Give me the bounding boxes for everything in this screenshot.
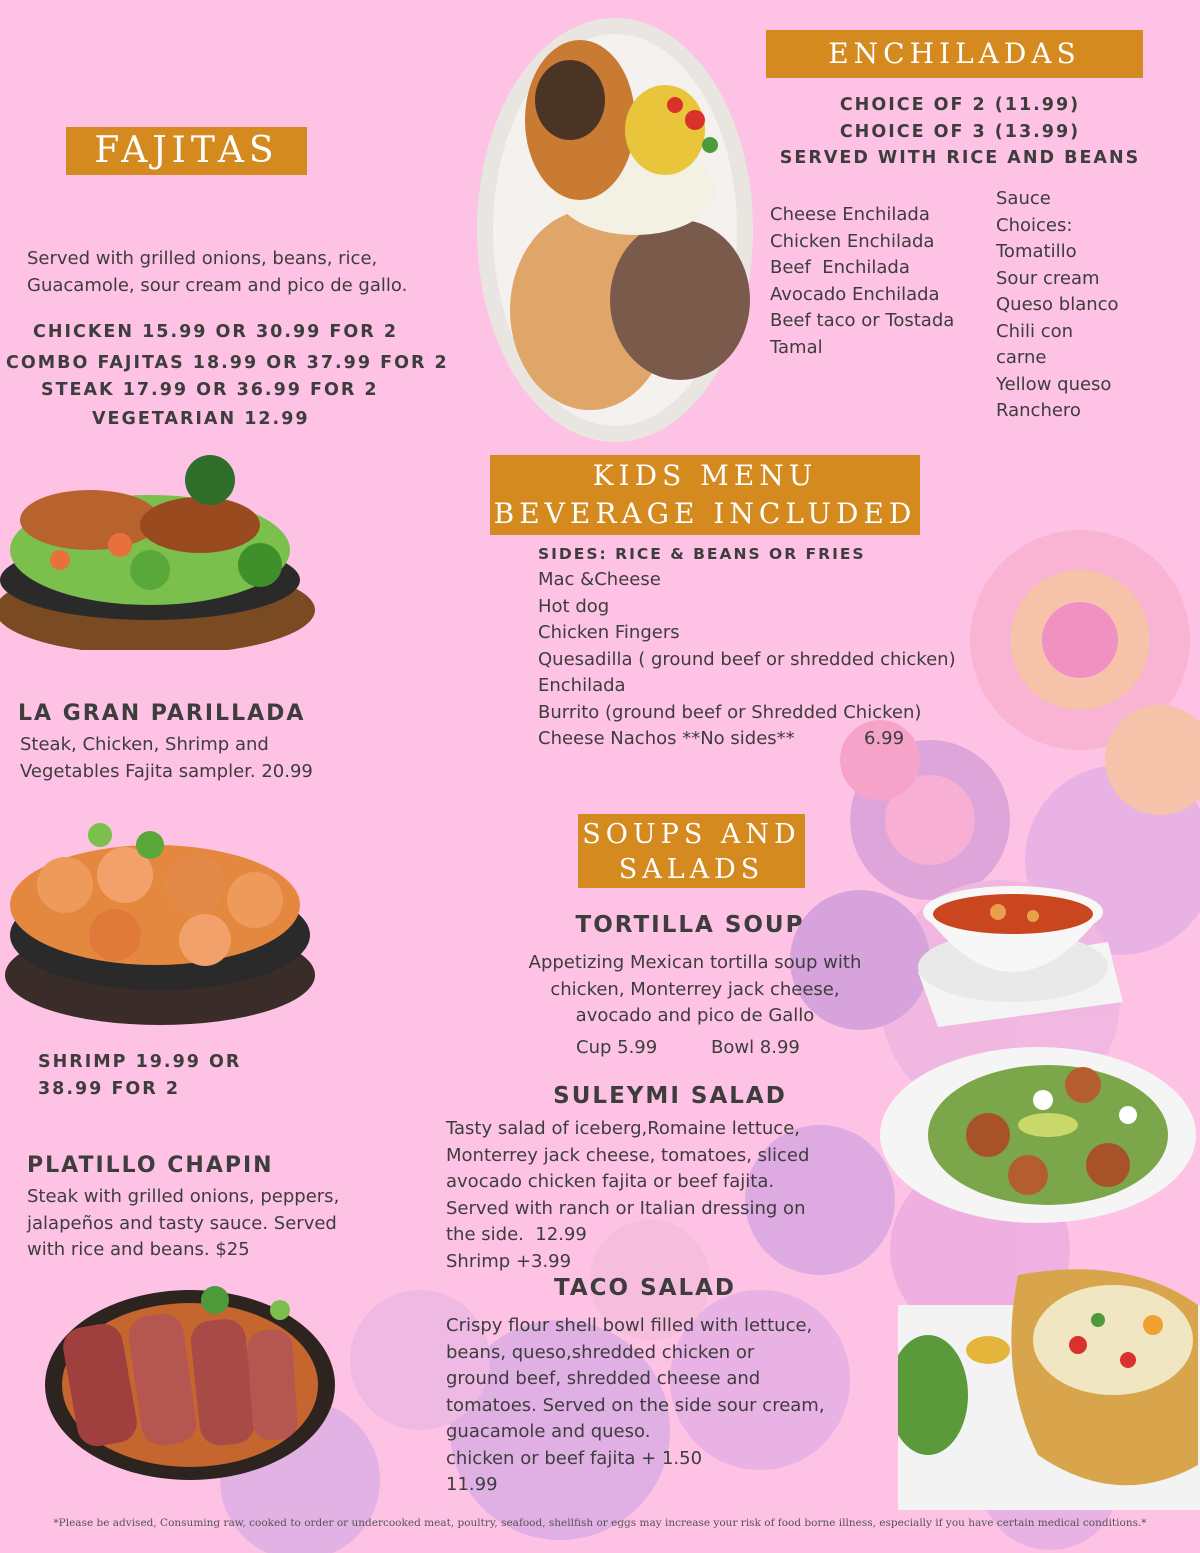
fajitas-price-chicken: CHICKEN 15.99 OR 30.99 FOR 2 [33, 322, 399, 342]
enchilada-plate-photo [470, 10, 770, 445]
enchilada-item: Tamal [770, 336, 823, 358]
enchilada-item: Cheese Enchilada [770, 204, 930, 225]
parillada-title: LA GRAN PARILLADA [18, 701, 306, 726]
sauce-item: Sauce [996, 188, 1051, 209]
sauce-item: carne [996, 347, 1047, 368]
soups-salads-title: SALADS [618, 854, 765, 885]
sauce-item: Queso blanco [996, 294, 1119, 315]
taco-salad-desc-line: Crispy flour shell bowl filled with lettuce, [446, 1315, 813, 1336]
kids-item: Enchilada [538, 675, 626, 696]
kids-nachos: Cheese Nachos **No sides** [538, 728, 795, 749]
chapin-desc-line: Steak with grilled onions, peppers, [27, 1186, 340, 1207]
taco-salad-description [446, 1313, 876, 1499]
shrimp-price [38, 1049, 241, 1103]
fajitas-intro-line: Guacamole, sour cream and pico de gallo. [27, 274, 408, 296]
enchiladas-choices [770, 92, 1150, 172]
kids-menu-title: KIDS MENU [592, 459, 818, 492]
suleymi-desc-line: avocado chicken fajita or beef fajita. [446, 1171, 775, 1192]
chapin-description [27, 1184, 407, 1264]
fajitas-banner [66, 127, 307, 175]
tortilla-soup-desc-line: chicken, Monterrey jack cheese, [550, 978, 840, 1000]
suleymi-salad-photo [878, 1045, 1200, 1225]
food-safety-disclaimer: *Please be advised, Consuming raw, cooked to order or undercooked meat, poultry, seafood, shellfish or eggs may increase your risk of food borne illness, especially if you have certain medical conditions.* [53, 1517, 1147, 1529]
taco-salad-desc-line: chicken or beef fajita + 1.50 [446, 1447, 703, 1469]
enchilada-item: Chicken Enchilada [770, 230, 935, 252]
tortilla-soup-desc-line: Appetizing Mexican tortilla soup with [528, 952, 862, 973]
tortilla-soup-title: TORTILLA SOUP [575, 912, 805, 938]
tortilla-soup-desc-line: avocado and pico de Gallo [575, 1005, 815, 1026]
kids-item: Quesadilla ( ground beef or shredded chicken) [538, 648, 956, 670]
tortilla-soup-photo [908, 872, 1128, 1032]
kids-sides: SIDES: RICE & BEANS OR FRIES [538, 545, 866, 563]
chapin-desc-line: jalapeños and tasty sauce. Served [27, 1212, 337, 1234]
soups-salads-title: SOUPS AND [582, 819, 801, 850]
chapin-title: PLATILLO CHAPIN [27, 1153, 274, 1178]
fajitas-title: FAJITAS [94, 130, 279, 171]
soups-salads-banner [578, 814, 805, 888]
sauce-item: Sour cream [996, 267, 1100, 289]
taco-salad-desc-line: ground beef, shredded cheese and [446, 1368, 761, 1389]
sauce-item: Chili con [996, 320, 1074, 342]
steak-photo [40, 1275, 340, 1485]
enchilada-item: Avocado Enchilada [770, 283, 940, 305]
suleymi-salad-title: SULEYMI SALAD [553, 1083, 787, 1109]
fajitas-price-vegetarian: VEGETARIAN 12.99 [92, 409, 310, 429]
suleymi-desc-line: the side. 12.99 [446, 1224, 587, 1245]
suleymi-desc-line: Tasty salad of iceberg,Romaine lettuce, [446, 1118, 800, 1139]
taco-salad-photo [898, 1265, 1200, 1510]
sauce-item: Ranchero [996, 400, 1081, 421]
taco-salad-desc-line: beans, queso,shredded chicken or [446, 1341, 755, 1363]
kids-item: Hot dog [538, 595, 610, 617]
taco-salad-desc-line: 11.99 [446, 1474, 498, 1495]
enchiladas-title: ENCHILADAS [828, 37, 1081, 70]
parillada-desc-line: Vegetables Fajita sampler. 20.99 [20, 760, 313, 782]
fajita-photo [0, 450, 318, 650]
suleymi-desc-line: Served with ranch or Italian dressing on [446, 1197, 806, 1219]
parillada-description [20, 732, 400, 785]
fajitas-intro-line: Served with grilled onions, beans, rice, [27, 248, 378, 269]
chapin-desc-line: with rice and beans. $25 [27, 1239, 250, 1260]
tortilla-soup-bowl-price: Bowl 8.99 [711, 1037, 800, 1058]
kids-menu-subtitle: BEVERAGE INCLUDED [493, 497, 917, 530]
kids-item-list [538, 567, 1008, 726]
taco-salad-title: TACO SALAD [553, 1275, 737, 1301]
parillada-desc-line: Steak, Chicken, Shrimp and [20, 734, 269, 755]
kids-item: Chicken Fingers [538, 622, 680, 643]
enchiladas-sauce-list [996, 186, 1196, 425]
suleymi-salad-description [446, 1116, 866, 1275]
fajitas-price-combo: COMBO FAJITAS 18.99 OR 37.99 FOR 2 [6, 353, 449, 373]
tortilla-soup-description [490, 950, 900, 1030]
sauce-item: Yellow queso [996, 373, 1112, 395]
suleymi-desc-line: Monterrey jack cheese, tomatoes, sliced [446, 1144, 810, 1166]
enchiladas-choice-line: SERVED WITH RICE AND BEANS [779, 148, 1141, 168]
kids-item: Burrito (ground beef or Shredded Chicken) [538, 701, 922, 723]
enchiladas-choice-line: CHOICE OF 2 (11.99) [839, 95, 1081, 115]
kids-item: Mac &Cheese [538, 569, 661, 590]
shrimp-price-line: 38.99 FOR 2 [38, 1079, 181, 1099]
kids-price: 6.99 [864, 728, 905, 749]
fajitas-intro [27, 246, 467, 299]
tortilla-soup-cup-price: Cup 5.99 [576, 1037, 658, 1058]
enchilada-item: Beef Enchilada [770, 257, 910, 278]
sauce-item: Tomatillo [996, 241, 1077, 262]
enchiladas-choice-line: CHOICE OF 3 (13.99) [839, 121, 1081, 142]
enchiladas-item-list [770, 202, 990, 361]
taco-salad-desc-line: guacamole and queso. [446, 1421, 651, 1442]
sauce-item: Choices: [996, 214, 1073, 236]
shrimp-fajita-photo [5, 805, 317, 1025]
suleymi-desc-line: Shrimp +3.99 [446, 1250, 572, 1272]
enchiladas-banner [766, 30, 1143, 78]
taco-salad-desc-line: tomatoes. Served on the side sour cream, [446, 1394, 825, 1416]
enchilada-item: Beef taco or Tostada [770, 310, 955, 331]
kids-menu-banner [490, 455, 920, 535]
shrimp-price-line: SHRIMP 19.99 OR [38, 1052, 242, 1072]
fajitas-price-steak: STEAK 17.99 OR 36.99 FOR 2 [41, 380, 379, 400]
